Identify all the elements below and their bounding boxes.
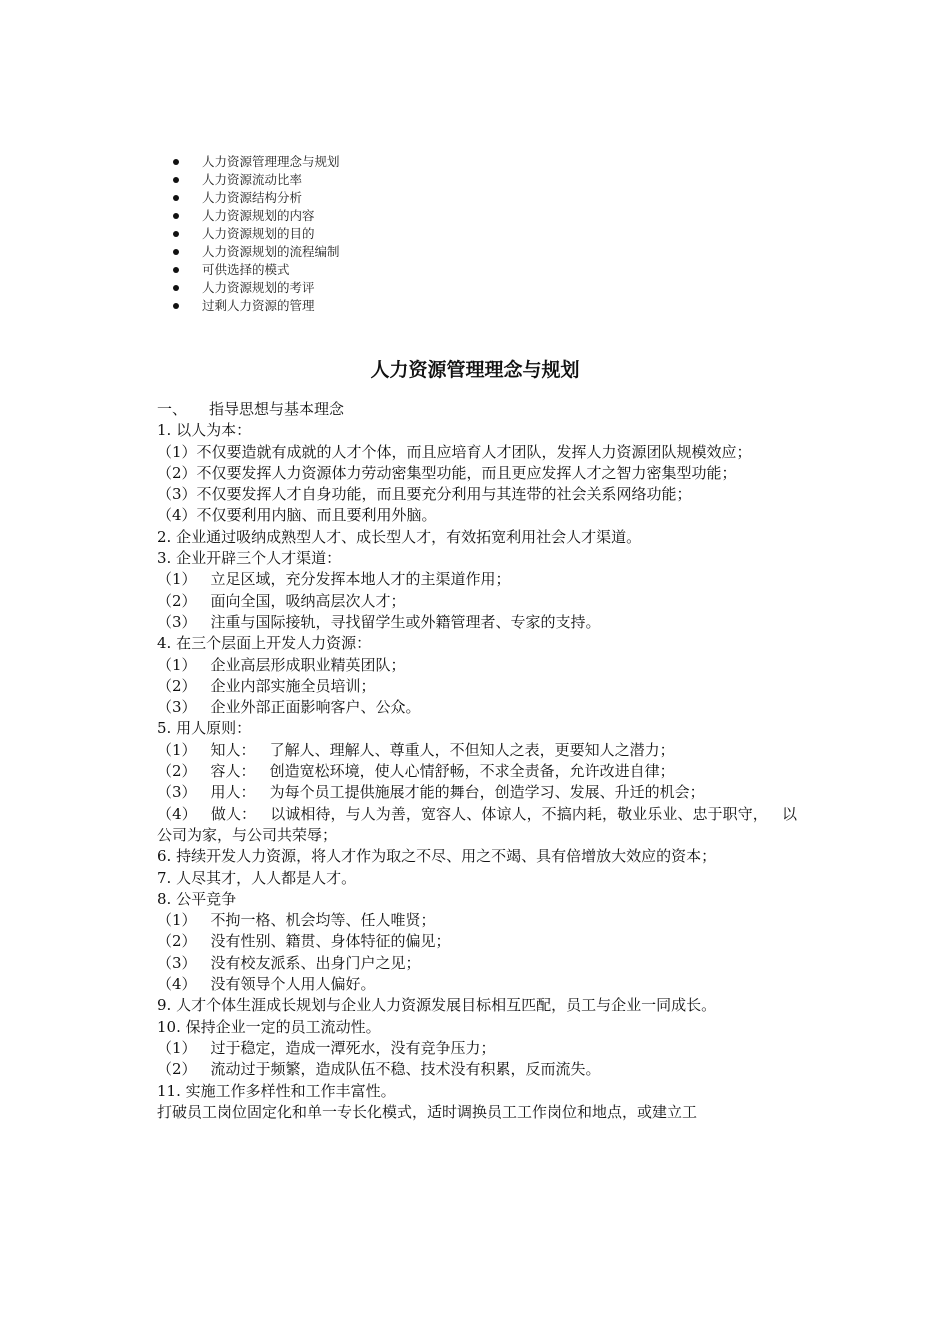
paragraph: （2）不仅要发挥人力资源体力劳动密集型功能，而且更应发挥人才之智力密集型功能； (157, 463, 737, 482)
item-text: 企业外部正面影响客户、公众。 (210, 698, 421, 717)
item-number: （4） (157, 975, 197, 994)
toc-item[interactable]: 人力资源规划的考评 (168, 279, 340, 297)
item-text: 以公司为家，与公司共荣辱； (157, 804, 797, 844)
item-number: （3） (157, 612, 197, 631)
item-number: （1） (157, 655, 197, 674)
list-item (157, 974, 797, 995)
paragraph: 11. 实施工作多样性和工作丰富性。 (157, 1081, 396, 1100)
toc-item[interactable]: 人力资源规划的流程编制 (168, 243, 340, 261)
list-item (157, 953, 797, 974)
item-text: 过于稳定，造成一潭死水，没有竞争压力； (210, 1038, 496, 1057)
item-text: 没有性别、籍贯、身体特征的偏见； (210, 932, 451, 951)
document-title: 人力资源管理理念与规划 (370, 359, 580, 381)
item-number: （2） (157, 676, 197, 695)
paragraph: 2. 企业通过吸纳成熟型人才、成长型人才，有效拓宽利用社会人才渠道。 (157, 527, 642, 546)
item-text: 不拘一格、机会均等、任人唯贤； (210, 911, 436, 930)
toc-item[interactable]: 人力资源流动比率 (168, 171, 340, 189)
paragraph: 7. 人尽其才，人人都是人才。 (157, 868, 357, 887)
paragraph: 打破员工岗位固定化和单一专长化模式，适时调换员工工作岗位和地点，或建立工 (157, 1102, 698, 1121)
item-text: 企业高层形成职业精英团队； (210, 655, 406, 674)
item-number: （1） (157, 570, 197, 589)
list-item (157, 740, 797, 761)
paragraph: 8. 公平竞争 (157, 889, 237, 908)
list-item (157, 655, 797, 676)
list-item (157, 761, 797, 782)
item-text: 为每个员工提供施展才能的舞台，创造学习、发展、升迁的机会； (269, 783, 705, 802)
table-of-contents (168, 153, 340, 315)
list-item (157, 676, 797, 697)
paragraph: 6. 持续开发人力资源，将人才作为取之不尽、用之不竭、具有倍增放大效应的资本； (157, 847, 717, 866)
list-item (157, 782, 797, 803)
item-text: 没有校友派系、出身门户之见； (210, 953, 421, 972)
item-number: （2） (157, 762, 197, 781)
item-number: （2） (157, 932, 197, 951)
item-number: （2） (157, 591, 197, 610)
paragraph: （1）不仅要造就有成就的人才个体，而且应培育人才团队，发挥人力资源团队规模效应； (157, 442, 752, 461)
toc-item[interactable]: 可供选择的模式 (168, 261, 340, 279)
list-item (157, 697, 797, 718)
item-key: 容人： (210, 762, 256, 781)
item-text: 立足区域，充分发挥本地人才的主渠道作用； (210, 570, 511, 589)
list-item (157, 910, 797, 931)
paragraph: （4）不仅要利用内脑、而且要利用外脑。 (157, 506, 437, 525)
paragraph: 1. 以人为本： (157, 421, 252, 440)
paragraph: 5. 用人原则： (157, 719, 252, 738)
item-number: （1） (157, 1038, 197, 1057)
paragraph: 9. 人才个体生涯成长规划与企业人力资源发展目标相互匹配，员工与企业一同成长。 (157, 996, 717, 1015)
paragraph: 10. 保持企业一定的员工流动性。 (157, 1017, 381, 1036)
item-number: （2） (157, 1060, 197, 1079)
item-text: 以诚相待，与人为善，宽容人、体谅人，不搞内耗，敬业乐业、忠于职守， (270, 804, 768, 823)
item-number: （3） (157, 698, 197, 717)
list-item (157, 591, 797, 612)
paragraph: 4. 在三个层面上开发人力资源： (157, 634, 372, 653)
section-title: 指导思想与基本理念 (209, 400, 345, 418)
list-item (157, 931, 797, 952)
toc-item[interactable]: 人力资源管理理念与规划 (168, 153, 340, 171)
item-text: 面向全国，吸纳高层次人才； (210, 591, 406, 610)
item-number: （3） (157, 953, 197, 972)
item-text: 流动过于频繁，造成队伍不稳、技术没有积累，反而流失。 (210, 1060, 601, 1079)
list-item (157, 569, 797, 590)
section-number: 一、 (157, 400, 188, 418)
document-body (157, 399, 797, 1123)
toc-item[interactable]: 人力资源规划的内容 (168, 207, 340, 225)
item-number: （1） (157, 911, 197, 930)
item-number: （4） (157, 804, 197, 823)
item-text: 了解人、理解人、尊重人，不但知人之表，更要知人之潜力； (269, 740, 675, 759)
list-item (157, 612, 797, 633)
list-item (157, 1038, 797, 1059)
paragraph: （3）不仅要发挥人才自身功能，而且要充分利用与其连带的社会关系网络功能； (157, 485, 692, 504)
item-number: （1） (157, 740, 197, 759)
section-heading (157, 399, 797, 420)
item-key: 知人： (210, 740, 256, 759)
item-text: 注重与国际接轨，寻找留学生或外籍管理者、专家的支持。 (210, 612, 601, 631)
list-item (157, 1059, 797, 1080)
toc-item[interactable]: 过剩人力资源的管理 (168, 297, 340, 315)
item-text: 企业内部实施全员培训； (210, 676, 376, 695)
list-item (157, 804, 797, 847)
item-key: 用人： (210, 783, 256, 802)
item-key: 做人： (210, 804, 257, 823)
item-text: 没有领导个人用人偏好。 (210, 975, 376, 994)
paragraph: 3. 企业开辟三个人才渠道： (157, 549, 342, 568)
toc-item[interactable]: 人力资源结构分析 (168, 189, 340, 207)
item-number: （3） (157, 783, 197, 802)
item-text: 创造宽松环境，使人心情舒畅，不求全责备，允许改进自律； (269, 762, 675, 781)
toc-item[interactable]: 人力资源规划的目的 (168, 225, 340, 243)
